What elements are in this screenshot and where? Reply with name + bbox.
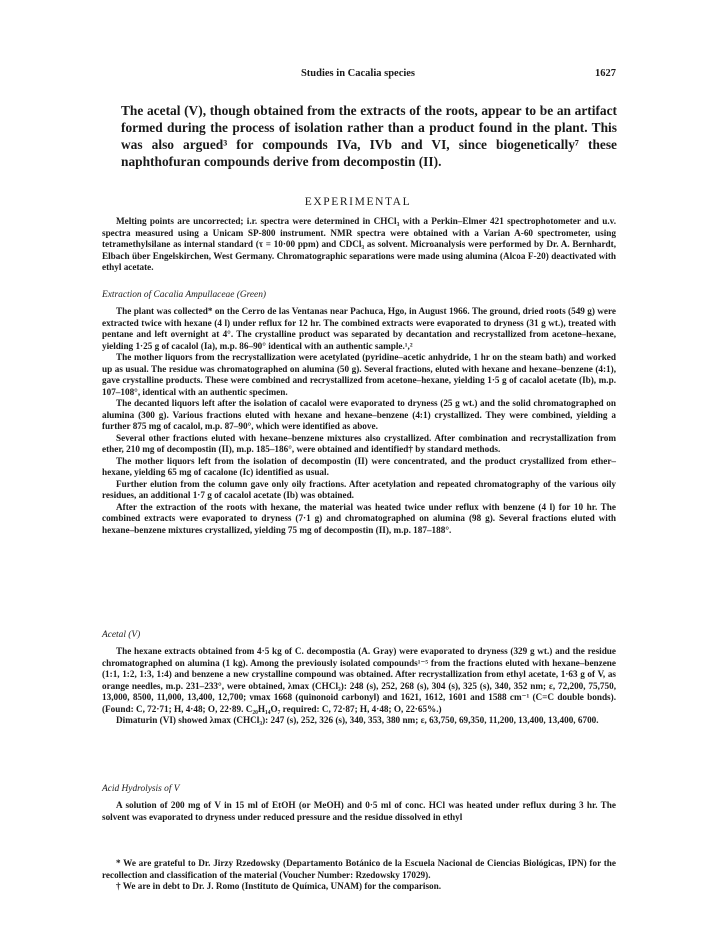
acetal-section <box>102 646 616 727</box>
extraction-paragraph: Further elution from the column gave only oily fractions. After acetylation and repeated chromatography of the various oily residues, an additional 1·7 g of cacalol acetate (Ib) was obtained. <box>102 478 616 500</box>
acetal-heading: Acetal (V) <box>102 630 141 640</box>
extraction-paragraph: After the extraction of the roots with hexane, the material was heated twice under reflux with benzene (4 l) for 10 hr. The combined extracts were evaporated to dryness (7·1 g) and chromatographed on alumina (98 g). Several fractions eluted with hexane–benzene mixtures crystallized, yielding 75 mg of decompostin (II), m.p. 187–188°. <box>102 501 616 535</box>
footnotes <box>102 858 616 893</box>
intro-paragraph: The acetal (V), though obtained from the extracts of the roots, appear to be an artifact formed during the process of isolation rather than a product found in the plant. This was also argued³ for compounds IVa, IVb and VI, since biogenetically⁷ these naphthofuran compounds derive from decompostin (II). <box>121 103 617 169</box>
general-methods <box>102 216 616 274</box>
acetal-paragraph: The hexane extracts obtained from 4·5 kg of C. decompostia (A. Gray) were evaporated to dryness (329 g wt.) and the residue chromatographed on alumina (1 kg). Among the previously isolated compounds¹⁻⁵ from the fractions eluted with hexane–benzene (1:1, 1:2, 1:3, 1:4) and benzene a new crystalline compound was obtained. After recrystallization from ethyl acetate, 1·63 g of V, as orange needles, m.p. 231–233°, were obtained, λmax (CHCl₃): 248 (s), 252, 268 (s), 304 (s), 325 (s), 340, 352 nm; ε, 72,200, 75,750, 13,000, 8500, 11,000, 13,400, 12,700; νmax 1668 (quinonoid carbonyl) and 1621, 1612, 1601 and 1588 cm⁻¹ (C=C double bonds). (Found: C, 72·71; H, 4·48; O, 22·89. C₂₀H₁₄O₇ required: C, 72·87; H, 4·48; O, 22·65%.) <box>102 646 616 714</box>
extraction-paragraph: Several other fractions eluted with hexane–benzene mixtures also crystallized. After combination and recrystallization from ether, 210 mg of decompostin (II), m.p. 185–186°, were obtained and identified† by standard methods. <box>102 432 616 454</box>
footnote: † We are in debt to Dr. J. Romo (Instituto de Química, UNAM) for the comparison. <box>116 881 442 891</box>
footnote: * We are grateful to Dr. Jirzy Rzedowsky (Departamento Botánico de la Escuela Nacional de Ciencias Biológicas, IPN) for the recollection and classification of the material (Voucher Number: Rzedowsky 17029). <box>102 858 616 880</box>
extraction-heading: Extraction of Cacalia Ampullaceae (Green) <box>102 290 267 300</box>
hydrolysis-section <box>102 800 616 823</box>
hydrolysis-heading: Acid Hydrolysis of V <box>102 784 180 794</box>
extraction-paragraph: The decanted liquors left after the isolation of cacalol were evaporated to dryness (25 g wt.) and the solid chromatographed on alumina (300 g). Various fractions eluted with hexane and hexane–benzene (4:1) crystallized. They were combined, yielding a further 875 mg of cacalol, m.p. 87–90°, which were identified as above. <box>102 398 616 431</box>
extraction-section <box>102 306 616 536</box>
general-methods-paragraph: Melting points are uncorrected; i.r. spectra were determined in CHCl₃ with a Perkin–Elmer 421 spectrophotometer and u.v. spectra measured using a Unicam SP-800 instrument. NMR spectra were obtained with a Varian A-60 spectrometer, using tetramethylsilane as internal standard (τ = 10·00 ppm) and CDCl₃ as solvent. Microanalysis were performed by Dr. A. Bernhardt, Elbach über Engelskirchen, West Germany. Chromatographic separations were made using alumina (Alcoa F-20) deactivated with ethyl acetate. <box>102 216 616 272</box>
extraction-paragraph: The mother liquors from the recrystallization were acetylated (pyridine–acetic anhydride, 1 hr on the steam bath) and worked up as usual. The residue was chromatographed on alumina (50 g). Several fractions, eluted with hexane and hexane–benzene (4:1), gave crystalline products. These were combined and recrystallized from acetone–hexane, yielding 1·5 g of cacalol acetate (Ib), m.p. 107–108°, identical with an authentic specimen. <box>102 352 616 397</box>
acetal-paragraph: Dimaturin (VI) showed λmax (CHCl₃): 247 (s), 252, 326 (s), 340, 353, 380 nm; ε, 63,750, 69,350, 11,200, 13,400, 13,400, 6700. <box>116 715 599 725</box>
extraction-paragraph: The plant was collected* on the Cerro de las Ventanas near Pachuca, Hgo, in August 1966. The ground, dried roots (549 g) were extracted twice with hexane (4 l) under reflux for 12 hr. The combined extracts were evaporated to dryness (31 g wt.), treated with pentane and left overnight at 4°. The crystalline product was separated by decantation and recrystallized from acetone–hexane, yielding 1·25 g of cacalol (Ia), m.p. 86–90° identical with an authentic sample.¹,² <box>102 306 616 351</box>
running-title: Studies in Cacalia species <box>300 68 416 79</box>
extraction-paragraph: The mother liquors left from the isolation of decompostin (II) were concentrated, and the product crystallized from ether–hexane, yielding 65 mg of cacalone (Ic) identified as usual. <box>102 455 616 477</box>
hydrolysis-paragraph: A solution of 200 mg of V in 15 ml of EtOH (or MeOH) and 0·5 ml of conc. HCl was heated under reflux during 3 hr. The solvent was evaporated to dryness under reduced pressure and the residue dissolved in ethyl <box>102 800 616 822</box>
running-header <box>100 68 616 84</box>
section-title: EXPERIMENTAL <box>304 196 412 208</box>
page-number: 1627 <box>595 68 616 79</box>
